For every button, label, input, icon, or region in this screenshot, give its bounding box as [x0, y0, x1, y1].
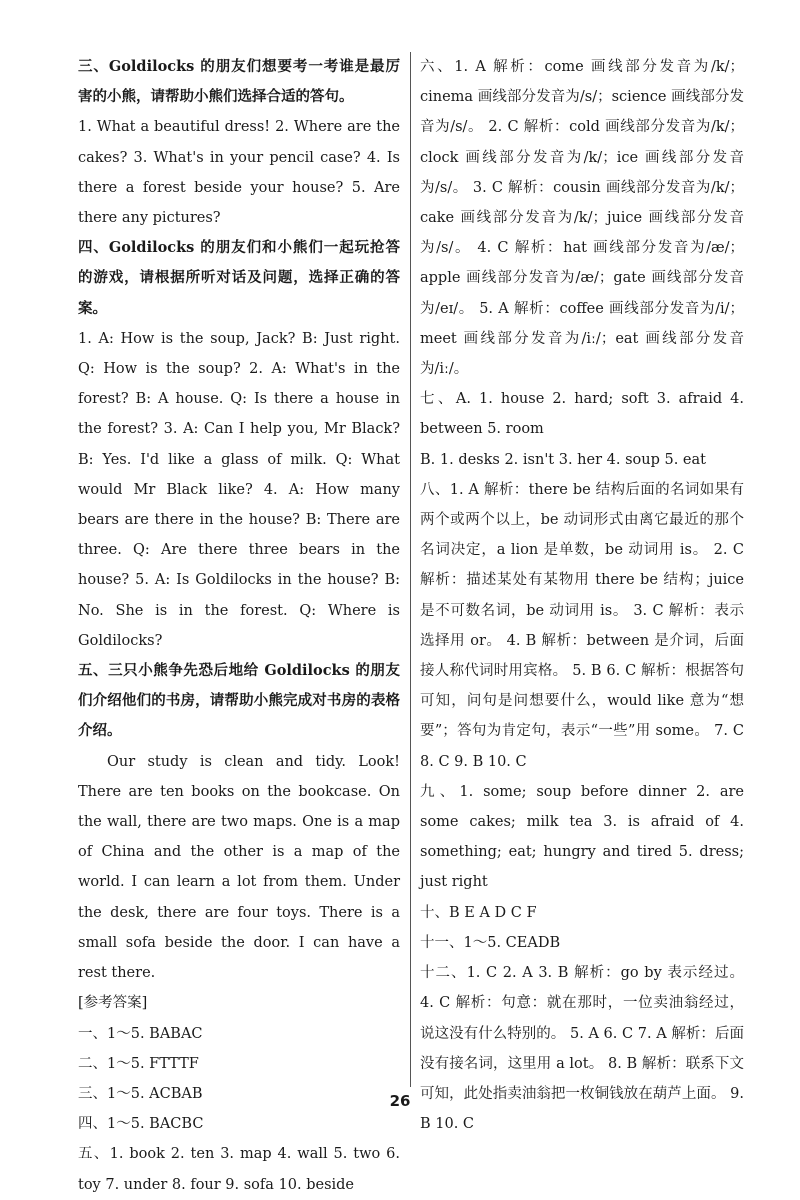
answer-line-2: 二、1～5. FTTTF — [78, 1055, 199, 1072]
answer-line-1: 一、1～5. BABAC — [78, 1025, 203, 1042]
section-4-transcript: 1. A: How is the soup, Jack? B: Just right. Q: How is the soup? 2. A: What's in the forest? B: A house. Q: Is there a house in the forest? 3. A: Can I help you, Mr Black? B: Yes. I'd like a glass of milk. Q: What would Mr Black like? 4. A: How many bears are there in the house? B: There are three. Q: Are there three bears in the house? 5. A: Is Goldilocks in the house? B: No. She is in the forest. Q: Where is Goldilocks? — [78, 330, 400, 649]
section-5-passage: Our study is clean and tidy. Look! There are ten books on the bookcase. On the wall, there are two maps. One is a map of China and the other is a map of the world. I can learn a lot from them. Under the desk, there are four toys. There is a small sofa beside the door. I can have a rest there. — [78, 753, 400, 982]
answer-line-3: 三、1～5. ACBAB — [78, 1085, 203, 1102]
answer-section-8: 八、1. A 解析：there be 结构后面的名词如果有两个或两个以上，be 动词形式由离它最近的那个名词决定，a lion 是单数，be 动词用 is。 2. C 解析：描述某处有某物用 there be 结构；juice 是不可数名词，be 动词用 is。 3. C 解析：表示选择用 or。 4. B 解析：between 是介词，后面接人称代词时用宾格。 5. B 6. C 解析：根据答句可知，问句是问想要什么，would like 意为“想要”；答句为肯定句，表示“一些”用 some。 7. C 8. C 9. B 10. C — [420, 481, 744, 770]
section-3-transcript: 1. What a beautiful dress! 2. Where are the cakes? 3. What's in your pencil case? 4. Is there a forest beside your house? 5. Are there any pictures? — [78, 119, 400, 227]
left-column — [78, 52, 400, 1200]
answer-section-12: 十二、1. C 2. A 3. B 解析：go by 表示经过。 4. C 解析：句意：就在那时，一位卖油翁经过，说这没有什么特别的。 5. A 6. C 7. A 解析：后面没有接名词，这里用 a lot。 8. B 解析：联系下文可知，此处指卖油翁把一枚铜钱放在葫芦上面。 9. B 10. C — [420, 965, 744, 1133]
reference-answers-heading: [参考答案] — [78, 995, 148, 1012]
answer-section-9: 九、1. some; soup before dinner 2. are some cakes; milk tea 3. is afraid of 4. something; eat; hungry and tired 5. dress; just right — [420, 783, 744, 891]
section-4-heading: 四、Goldilocks 的朋友们和小熊们一起玩抢答的游戏，请根据所听对话及问题，选择正确的答案。 — [78, 239, 400, 317]
answer-line-5: 五、1. book 2. ten 3. map 4. wall 5. two 6. toy 7. under 8. four 9. sofa 10. beside — [78, 1146, 400, 1193]
answer-section-11: 十一、1～5. CEADB — [420, 934, 561, 951]
answer-section-6: 六、1. A 解析：come 画线部分发音为/k/；cinema 画线部分发音为/s/；science 画线部分发音为/s/。 2. C 解析：cold 画线部分发音为/k/；clock 画线部分发音为/k/；ice 画线部分发音为/s/。 3. C 解析：cousin 画线部分发音为/k/；cake 画线部分发音为/k/；juice 画线部分发音为/s/。 4. C 解析：hat 画线部分发音为/æ/；apple 画线部分发音为/æ/；gate 画线部分发音为/eɪ/。 5. A 解析：coffee 画线部分发音为/i/；meet 画线部分发音为/iː/；eat 画线部分发音为/iː/。 — [420, 59, 744, 378]
section-5-heading: 五、三只小熊争先恐后地给 Goldilocks 的朋友们介绍他们的书房，请帮助小熊完成对书房的表格介绍。 — [78, 662, 400, 740]
answer-section-7b: B. 1. desks 2. isn't 3. her 4. soup 5. eat — [420, 451, 706, 468]
column-divider — [410, 52, 411, 1087]
page-number: 26 — [389, 1092, 411, 1110]
right-column — [420, 52, 744, 1139]
answer-section-7a: 七、A. 1. house 2. hard; soft 3. afraid 4. between 5. room — [420, 391, 744, 438]
answer-section-10: 十、B E A D C F — [420, 904, 537, 921]
answer-line-4: 四、1～5. BACBC — [78, 1116, 204, 1133]
section-3-heading: 三、Goldilocks 的朋友们想要考一考谁是最厉害的小熊，请帮助小熊们选择合适的答句。 — [78, 58, 400, 106]
